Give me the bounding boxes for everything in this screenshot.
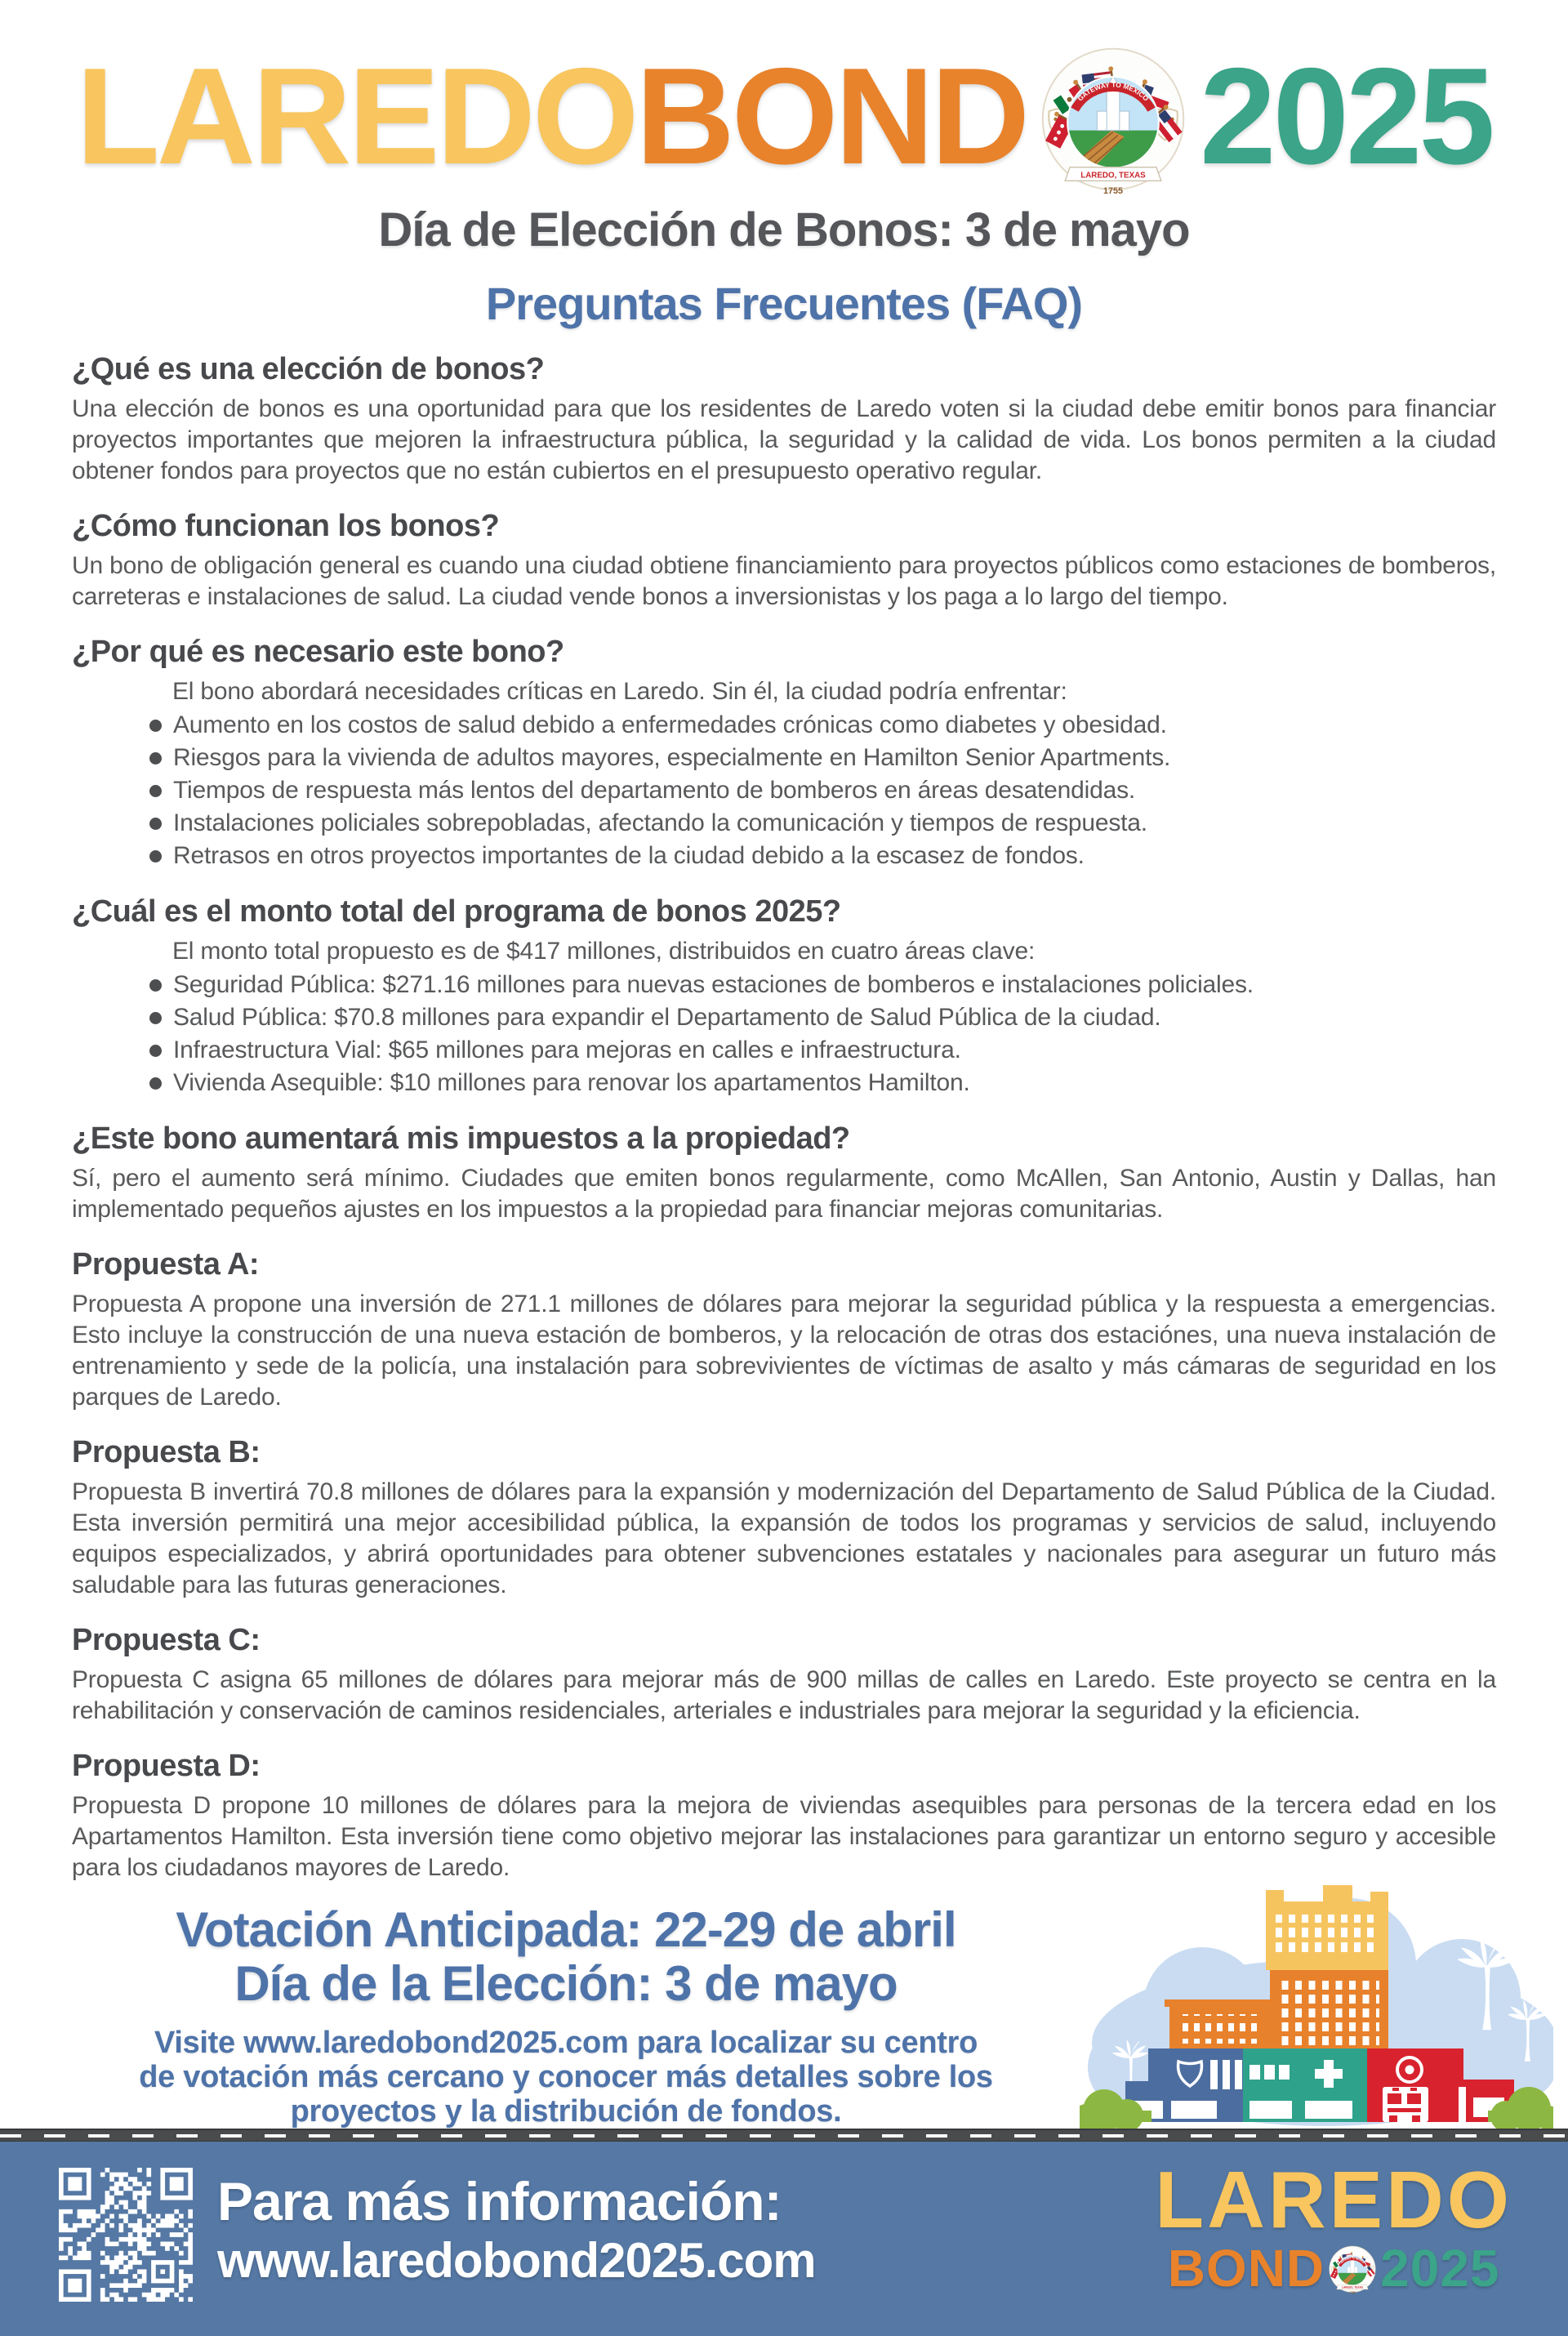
proposal-title: Propuesta B:	[72, 1435, 261, 1469]
list-item: Tiempos de respuesta más lentos del departamento de bomberos en áreas desatendidas.	[149, 774, 1496, 807]
laredo-city-seal-icon	[1033, 36, 1193, 196]
list-item: Vivienda Asequible: $10 millones para renovar los apartamentos Hamilton.	[149, 1067, 1496, 1099]
header	[0, 0, 1568, 330]
footer-text	[217, 2171, 816, 2290]
question-heading: ¿Por qué es necesario este bono?	[72, 635, 564, 669]
faq-question-4	[72, 894, 1496, 1099]
qr-code	[59, 2168, 193, 2302]
website-info-line: proyectos y la distribución de fondos.	[290, 2094, 842, 2129]
logo-laredo-text: LAREDO	[76, 39, 636, 193]
list-item: Salud Pública: $70.8 millones para expandir el Departamento de Salud Pública de la ciudad.	[149, 1001, 1496, 1034]
page-title: Día de Elección de Bonos: 3 de mayo	[378, 203, 1190, 256]
footer-logo-bond-text: BOND	[1167, 2239, 1325, 2298]
list-item: Infraestructura Vial: $65 millones para mejoras en calles e infraestructura.	[149, 1034, 1496, 1067]
proposal-body: Propuesta A propone una inversión de 271.1 millones de dólares para mejorar la seguridad pública y la respuesta a emergencias. Esto incluye la construcción de una nueva estación de bomberos, y la relocación de otras dos estaciónes, una nueva instalación de entrenamiento y sede de la policía, una instalación para sobrevivientes de víctimas de asalto y más cámaras de seguridad en los parques de Laredo.	[72, 1291, 1496, 1411]
road-divider	[0, 2129, 1568, 2142]
website-info	[72, 2026, 1060, 2129]
proposal-d	[72, 1748, 1496, 1884]
fire-truck-icon	[1383, 2087, 1428, 2122]
proposal-title: Propuesta A:	[72, 1247, 260, 1282]
early-voting-dates: Votación Anticipada: 22-29 de abril	[176, 1902, 956, 1957]
footer-logo-year-text: 2025	[1380, 2239, 1500, 2298]
laredo-bond-logo	[0, 0, 1568, 196]
voting-info	[72, 1903, 1060, 2129]
proposal-title: Propuesta C:	[72, 1623, 261, 1657]
question-heading: ¿Este bono aumentará mis impuestos a la propiedad?	[72, 1121, 850, 1156]
question-heading: ¿Qué es una elección de bonos?	[72, 352, 545, 386]
proposal-a	[72, 1246, 1496, 1413]
list-item: Seguridad Pública: $271.16 millones para nuevas estaciones de bomberos e instalaciones policiales.	[149, 969, 1496, 1001]
footer-website-url: www.laredobond2025.com	[217, 2233, 816, 2288]
question-intro: El bono abordará necesidades críticas en Laredo. Sin él, la ciudad podría enfrentar:	[172, 678, 1067, 705]
bullet-list	[149, 969, 1496, 1099]
footer-logo-laredo-text: LAREDO	[1155, 2155, 1512, 2245]
laredo-city-seal-icon	[1326, 2242, 1379, 2294]
list-item: Riesgos para la vivienda de adultos mayores, especialmente en Hamilton Senior Apartments.	[149, 742, 1496, 774]
question-heading: ¿Cuál es el monto total del programa de bonos 2025?	[72, 894, 841, 929]
list-item: Aumento en los costos de salud debido a enfermedades crónicas como diabetes y obesidad.	[149, 709, 1496, 742]
faq-question-3	[72, 634, 1496, 872]
faq-question-5	[72, 1121, 1496, 1225]
proposal-c	[72, 1622, 1496, 1727]
proposal-body: Propuesta C asigna 65 millones de dólares para mejorar más de 900 millas de calles en Laredo. Este proyecto se centra en la rehabilitación y conservación de caminos residenciales, arteriales e industriales para mejorar la seguridad y la eficiencia.	[72, 1666, 1496, 1724]
faq-question-2	[72, 508, 1496, 613]
question-answer: Sí, pero el aumento será mínimo. Ciudades que emiten bonos regularmente, como McAllen, San Antonio, Austin y Dallas, han implementado pequeños ajustes en los impuestos a la propiedad para financiar mejoras comunitarias.	[72, 1165, 1496, 1223]
website-info-line: de votación más cercano y conocer más detalles sobre los	[139, 2060, 993, 2094]
proposal-body: Propuesta B invertirá 70.8 millones de dólares para la expansión y modernización del Departamento de Salud Pública de la Ciudad. Esta inversión permitirá una mejor accesibilidad pública, la expansión de todos los programas y servicios de salud, incluyendo equipos especializados, y abrirá oportunidades para obtener subvenciones estatales y nacionales para asegurar un futuro más saludable para las futuras generaciones.	[72, 1478, 1496, 1598]
question-answer: Una elección de bonos es una oportunidad para que los residentes de Laredo voten si la ciudad debe emitir bonos para financiar proyectos importantes que mejoren la infraestructura pública, la seguridad y la calidad de vida. Los bonos permiten a la ciudad obtener fondos para proyectos que no están cubiertos en el presupuesto operativo regular.	[72, 395, 1496, 484]
logo-bond-text: BOND	[635, 39, 1027, 193]
website-info-line: Visite www.laredobond2025.com para localizar su centro	[154, 2026, 978, 2060]
bullet-list	[149, 709, 1496, 872]
faq-question-1	[72, 351, 1496, 487]
proposal-body: Propuesta D propone 10 millones de dólares para la mejora de viviendas asequibles para personas de la tercera edad en los Apartamentos Hamilton. Esta inversión tiene como objetivo mejorar las instalaciones para garantizar un entorno seguro y accesible para los ciudadanos mayores de Laredo.	[72, 1792, 1496, 1881]
logo-year-text: 2025	[1200, 39, 1492, 193]
footer	[0, 2142, 1568, 2336]
question-answer: Un bono de obligación general es cuando una ciudad obtiene financiamiento para proyectos públicos como estaciones de bomberos, carreteras e instalaciones de salud. La ciudad vende bonos a inversionistas y los paga a lo largo del tiempo.	[72, 552, 1496, 610]
list-item: Instalaciones policiales sobrepobladas, afectando la comunicación y tiempos de respuesta.	[149, 807, 1496, 840]
footer-laredo-bond-logo	[1155, 2155, 1519, 2298]
election-day-date: Día de la Elección: 3 de mayo	[234, 1956, 898, 2011]
proposal-b	[72, 1434, 1496, 1601]
page-subtitle: Preguntas Frecuentes (FAQ)	[485, 278, 1083, 329]
question-intro: El monto total propuesto es de $417 millones, distribuidos en cuatro áreas clave:	[172, 938, 1036, 965]
city-buildings-illustration	[1080, 1884, 1553, 2129]
health-building	[1243, 2048, 1367, 2122]
footer-more-info-label: Para más información:	[217, 2171, 782, 2231]
list-item: Retrasos en otros proyectos importantes de la ciudad debido a la escasez de fondos.	[149, 840, 1496, 872]
question-heading: ¿Cómo funcionan los bonos?	[72, 509, 500, 543]
proposal-title: Propuesta D:	[72, 1749, 261, 1783]
faq-content	[0, 351, 1568, 1884]
